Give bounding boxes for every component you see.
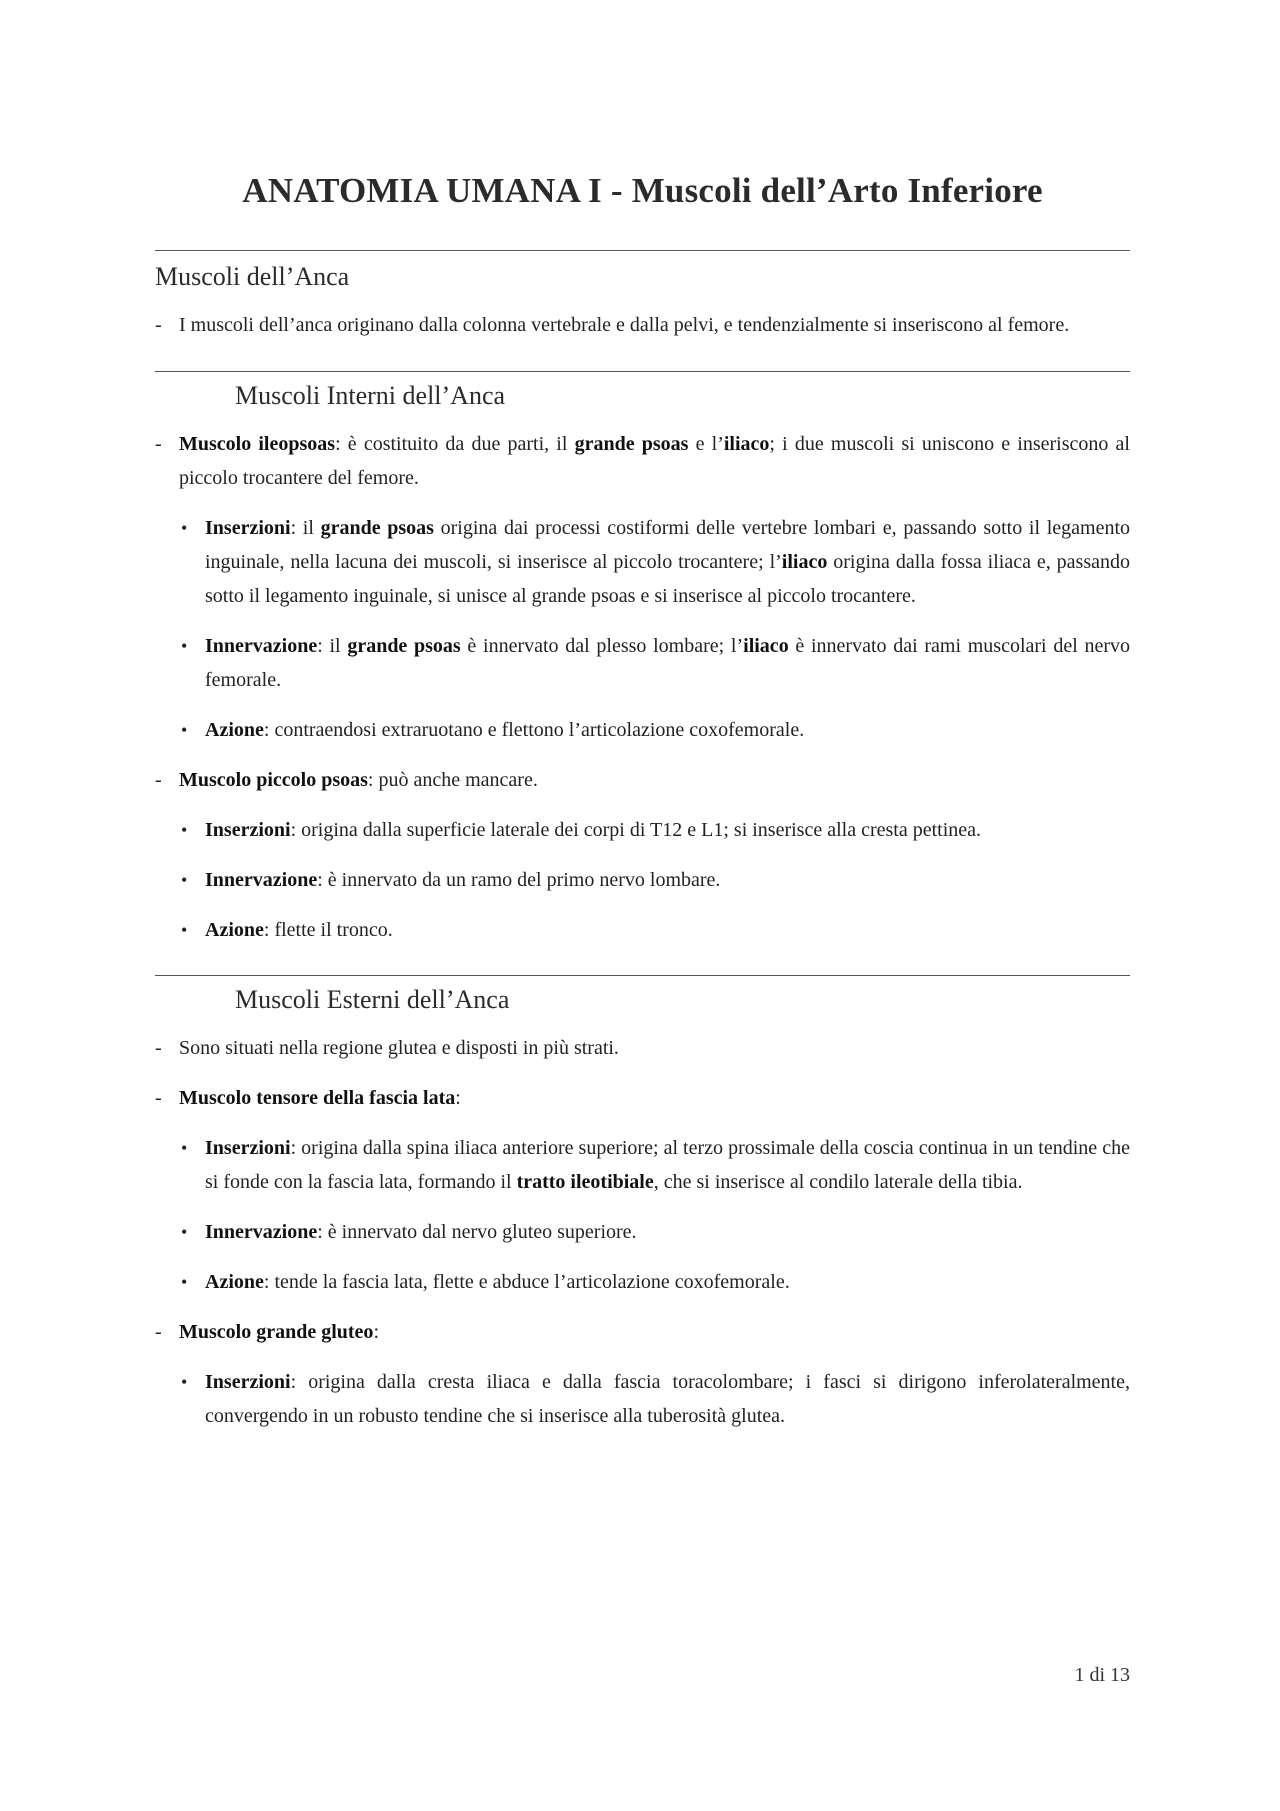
dash-marker: - xyxy=(155,1321,162,1343)
document-title: ANATOMIA UMANA I - Muscoli dell’Arto Inferiore xyxy=(242,171,1043,210)
list-item-piccolo-psoas: - Muscolo piccolo psoas: può anche mancare. xyxy=(155,763,1130,797)
list-item-grande-gluteo: - Muscolo grande gluteo: xyxy=(155,1315,1130,1349)
sub-item-innervazione: • Innervazione: è innervato dal nervo gluteo superiore. xyxy=(155,1215,1130,1249)
section-divider xyxy=(155,250,1130,251)
list-item-tensore: - Muscolo tensore della fascia lata: xyxy=(155,1081,1130,1115)
sub-item-inserzioni: • Inserzioni: origina dalla spina iliaca anteriore superiore; al terzo prossimale della coscia continua in un tendine che si fonde con la fascia lata, formando il tratto ileotibiale, che si inserisce al condilo laterale della tibia. xyxy=(155,1131,1130,1199)
subsection-heading-interni: Muscoli Interni dell’Anca xyxy=(235,381,506,410)
section-heading-anca: Muscoli dell’Anca xyxy=(155,262,350,291)
dash-marker: - xyxy=(155,1037,162,1059)
bullet-marker: • xyxy=(181,518,188,538)
sub-item-innervazione: • Innervazione: è innervato da un ramo del primo nervo lombare. xyxy=(155,863,1130,897)
sub-item-azione: • Azione: contraendosi extraruotano e flettono l’articolazione coxofemorale. xyxy=(155,713,1130,747)
bullet-marker: • xyxy=(181,1372,188,1392)
section-divider xyxy=(155,371,1130,372)
bullet-marker: • xyxy=(181,720,188,740)
bullet-marker: • xyxy=(181,636,188,656)
dash-marker: - xyxy=(155,1087,162,1109)
list-item-ileopsoas: - Muscolo ileopsoas: è costituito da due parti, il grande psoas e l’iliaco; i due muscoli si uniscono e inseriscono al piccolo trocantere del femore. xyxy=(155,427,1130,495)
bullet-marker: • xyxy=(181,870,188,890)
sub-item-inserzioni: • Inserzioni: il grande psoas origina dai processi costiformi delle vertebre lombari e, passando sotto il legamento inguinale, nella lacuna dei muscoli, si inserisce al piccolo trocantere; l’iliaco origina dalla fossa iliaca e, passando sotto il legamento inguinale, si unisce al grande psoas e si inserisce al piccolo trocantere. xyxy=(155,511,1130,613)
sub-item-inserzioni: • Inserzioni: origina dalla superficie laterale dei corpi di T12 e L1; si inserisce alla cresta pettinea. xyxy=(155,813,1130,847)
sub-item-azione: • Azione: flette il tronco. xyxy=(155,913,1130,947)
sub-item-innervazione: • Innervazione: il grande psoas è innervato dal plesso lombare; l’iliaco è innervato dai rami muscolari del nervo femorale. xyxy=(155,629,1130,697)
bullet-marker: • xyxy=(181,920,188,940)
section-divider xyxy=(155,975,1130,976)
dash-marker: - xyxy=(155,433,162,455)
page-content xyxy=(155,168,1130,1433)
bullet-marker: • xyxy=(181,1222,188,1242)
bullet-marker: • xyxy=(181,820,188,840)
list-item: - I muscoli dell’anca originano dalla colonna vertebrale e dalla pelvi, e tendenzialmente si inseriscono al femore. xyxy=(155,308,1130,342)
subsection-heading-esterni: Muscoli Esterni dell’Anca xyxy=(235,985,510,1014)
bullet-marker: • xyxy=(181,1272,188,1292)
dash-marker: - xyxy=(155,314,162,336)
sub-item-inserzioni: • Inserzioni: origina dalla cresta iliaca e dalla fascia toracolombare; i fasci si dirigono inferolateralmente, convergendo in un robusto tendine che si inserisce alla tuberosità glutea. xyxy=(155,1365,1130,1433)
sub-item-azione: • Azione: tende la fascia lata, flette e abduce l’articolazione coxofemorale. xyxy=(155,1265,1130,1299)
list-item: - Sono situati nella regione glutea e disposti in più strati. xyxy=(155,1031,1130,1065)
dash-marker: - xyxy=(155,769,162,791)
bullet-marker: • xyxy=(181,1138,188,1158)
page-number: 1 di 13 xyxy=(1074,1664,1130,1686)
